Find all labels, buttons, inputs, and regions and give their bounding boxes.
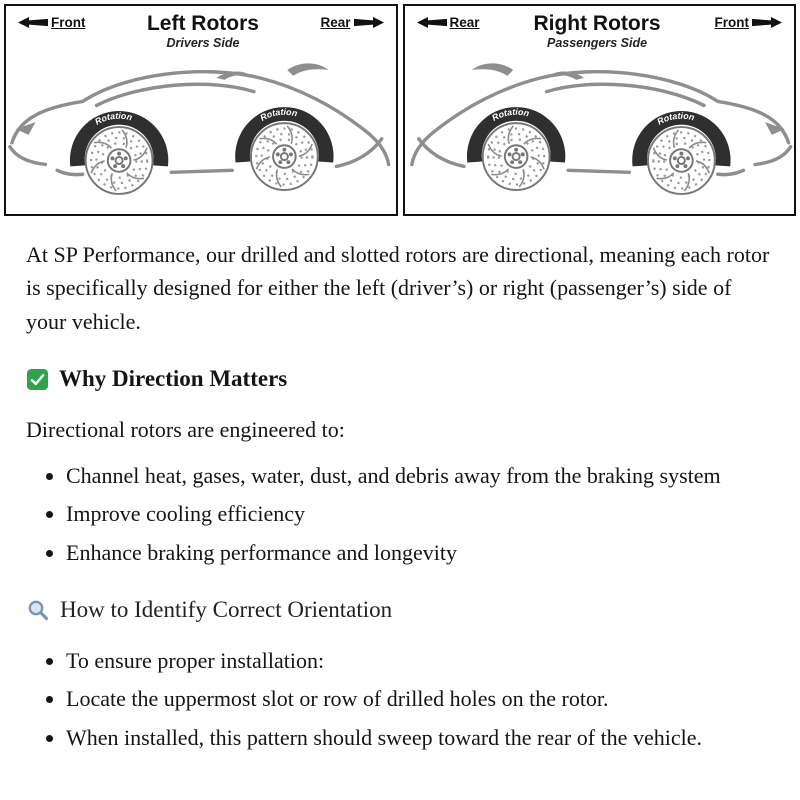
left-panel-titles [147, 12, 259, 51]
direction-word: Rear [449, 15, 480, 30]
left-panel-header [6, 6, 396, 51]
rotation-label: Rotation [93, 110, 134, 127]
rotation-label: Rotation [654, 110, 696, 127]
list-item: • Improve cooling efficiency [66, 497, 774, 530]
check-emoji-icon [26, 368, 49, 391]
rotor-direction-article [0, 216, 800, 754]
rotation-arrow-icon [153, 172, 164, 184]
arrow-right-icon [354, 17, 384, 28]
direction-word: Rear [320, 15, 351, 30]
left-car-illustration [6, 51, 396, 209]
rear-direction-label [320, 15, 383, 30]
rear-direction-label [417, 15, 480, 30]
intro-paragraph: At SP Performance, our drilled and slotted rotors are directional, meaning each rotor is specifically designed for either the left (driver’s) or right (passenger’s) side of your vehicle. [26, 242, 770, 334]
panel-subtitle: Drivers Side [166, 36, 240, 51]
identify-orientation-heading [26, 593, 774, 628]
rotation-arrow-icon [318, 168, 329, 180]
rotation-arrow-icon [637, 172, 648, 184]
identify-bullets-list [40, 644, 774, 754]
right-panel-header [405, 6, 795, 51]
list-item: • Locate the uppermost slot or row of drilled holes on the rotor. [66, 682, 774, 715]
why-direction-matters-heading [26, 362, 774, 397]
rotation-arrow-icon [471, 168, 482, 180]
heading-text: Why Direction Matters [59, 366, 288, 392]
panel-subtitle: Passengers Side [546, 36, 648, 51]
arrow-left-icon [18, 17, 48, 28]
right-car-illustration [405, 51, 795, 209]
right-panel-titles [533, 12, 660, 51]
left-rotors-panel [4, 4, 398, 216]
panel-title: Left Rotors [146, 12, 259, 35]
arrow-left-icon [417, 17, 447, 28]
arrow-right-icon [752, 17, 782, 28]
why-bullets-list [40, 459, 774, 569]
rotation-label: Rotation [489, 106, 530, 123]
rotation-label: Rotation [258, 106, 299, 123]
direction-word: Front [51, 15, 86, 30]
list-item: • To ensure proper installation: [66, 644, 774, 677]
right-rotors-panel [403, 4, 797, 216]
rotor-direction-diagram [0, 0, 800, 216]
engineered-lead: Directional rotors are engineered to: [26, 417, 345, 443]
magnifier-emoji-icon [26, 598, 50, 622]
panel-title: Right Rotors [533, 12, 661, 35]
list-item: • Enhance braking performance and longevity [66, 536, 774, 569]
heading-text: How to Identify Correct Orientation [60, 597, 393, 623]
direction-word: Front [714, 15, 749, 30]
list-item: • When installed, this pattern should sweep toward the rear of the vehicle. [66, 721, 774, 754]
front-direction-label [715, 15, 783, 30]
front-direction-label [18, 15, 86, 30]
list-item: • Channel heat, gases, water, dust, and debris away from the braking system [66, 459, 774, 492]
